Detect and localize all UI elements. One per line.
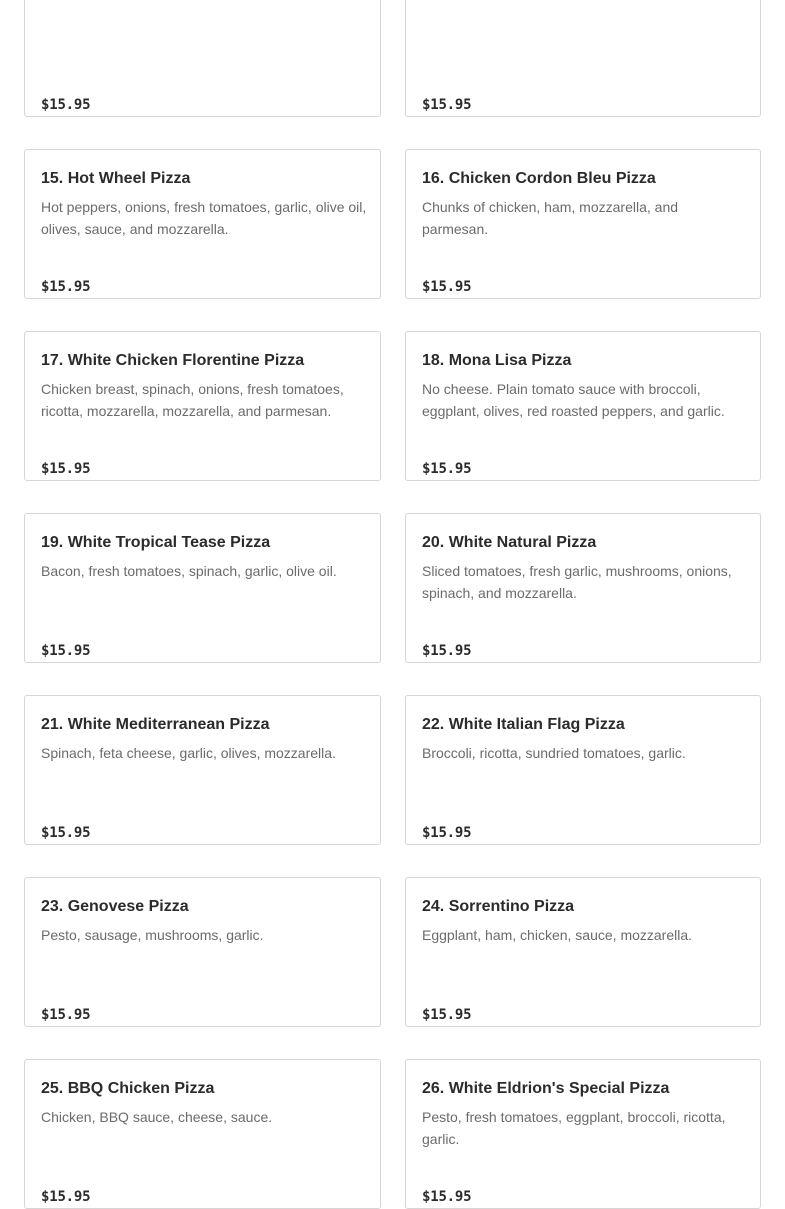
menu-item-price: $15.95 (422, 461, 472, 477)
menu-item-name: 25. BBQ Chicken Pizza (41, 1080, 215, 1097)
menu-item-card[interactable] (405, 695, 761, 845)
menu-item-card[interactable] (405, 1059, 761, 1209)
menu-item-card[interactable] (405, 513, 761, 663)
menu-item-description: Broccoli, ricotta, sundried tomatoes, garlic. (422, 745, 686, 761)
menu-item-card[interactable] (24, 0, 381, 117)
menu-item-description: Chicken breast, spinach, onions, fresh tomatoes, ricotta, mozzarella, mozzarella, and parmesan. (41, 381, 344, 419)
menu-item-name: 22. White Italian Flag Pizza (422, 716, 625, 733)
menu-item-card[interactable] (405, 877, 761, 1027)
menu-item-name: 23. Genovese Pizza (41, 898, 189, 915)
menu-item-name: 17. White Chicken Florentine Pizza (41, 352, 305, 369)
menu-item-price: $15.95 (41, 461, 91, 477)
menu-item-price: $15.95 (422, 643, 472, 659)
menu-item-price: $15.95 (41, 97, 91, 113)
menu-item-price: $15.95 (41, 825, 91, 841)
menu-item-description: Eggplant, ham, chicken, sauce, mozzarella. (422, 927, 693, 943)
menu-item-price: $15.95 (422, 97, 472, 113)
menu-item-card[interactable] (24, 149, 381, 299)
menu-item-name: 19. White Tropical Tease Pizza (41, 534, 271, 551)
menu-item-card[interactable] (24, 513, 381, 663)
menu-item-name: 18. Mona Lisa Pizza (422, 352, 572, 369)
menu-item-description: Hot peppers, onions, fresh tomatoes, garlic, olive oil, olives, sauce, and mozzarella. (41, 199, 367, 237)
menu-item-price: $15.95 (41, 643, 91, 659)
menu-item-name: 15. Hot Wheel Pizza (41, 170, 191, 187)
menu-item-price: $15.95 (422, 825, 472, 841)
menu-item-price: $15.95 (422, 1007, 472, 1023)
menu-item-card[interactable] (405, 0, 761, 117)
menu-item-card[interactable] (405, 331, 761, 481)
menu-item-description: Pesto, sausage, mushrooms, garlic. (41, 927, 264, 943)
menu-item-name: 20. White Natural Pizza (422, 534, 597, 551)
menu-item-description: Chicken, BBQ sauce, cheese, sauce. (41, 1109, 273, 1125)
menu-item-name: 24. Sorrentino Pizza (422, 898, 575, 915)
menu-item-price: $15.95 (422, 1189, 472, 1205)
menu-item-card[interactable] (405, 149, 761, 299)
menu-item-name: 16. Chicken Cordon Bleu Pizza (422, 170, 656, 187)
menu-item-card[interactable] (24, 877, 381, 1027)
menu-item-description: Pesto, fresh tomatoes, eggplant, broccoli, ricotta, garlic. (422, 1109, 726, 1147)
menu-item-price: $15.95 (41, 1007, 91, 1023)
menu-item-price: $15.95 (41, 279, 91, 295)
menu-item-card[interactable] (24, 331, 381, 481)
menu-item-description: Chunks of chicken, ham, mozzarella, and parmesan. (422, 199, 679, 237)
menu-item-name: 21. White Mediterranean Pizza (41, 716, 270, 733)
menu-item-description: Spinach, feta cheese, garlic, olives, mozzarella. (41, 745, 336, 761)
menu-item-description: Bacon, fresh tomatoes, spinach, garlic, olive oil. (41, 563, 337, 579)
menu-item-name: 26. White Eldrion's Special Pizza (422, 1080, 670, 1097)
menu-item-price: $15.95 (422, 279, 472, 295)
menu-item-description: Sliced tomatoes, fresh garlic, mushrooms, onions, spinach, and mozzarella. (422, 563, 732, 601)
menu-item-price: $15.95 (41, 1189, 91, 1205)
menu-items-grid (24, 0, 761, 1209)
menu-item-card[interactable] (24, 1059, 381, 1209)
menu-item-card[interactable] (24, 695, 381, 845)
menu-item-description: No cheese. Plain tomato sauce with broccoli, eggplant, olives, red roasted peppers, and garlic. (422, 381, 725, 419)
